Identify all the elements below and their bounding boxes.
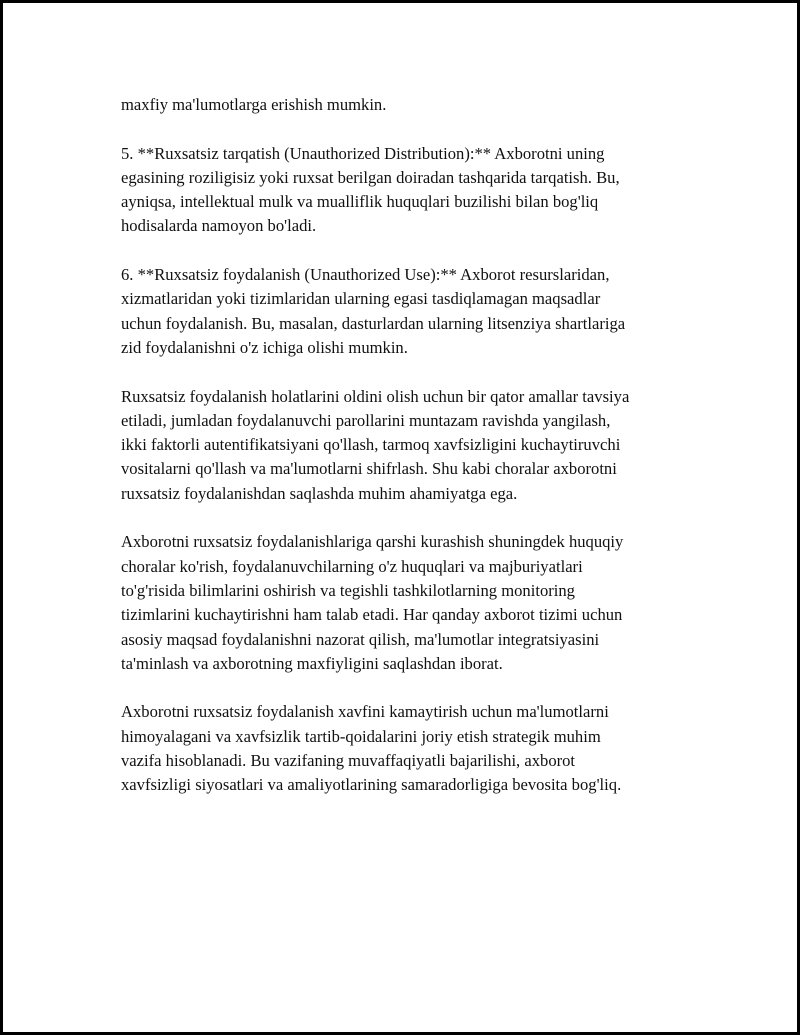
- paragraph-item-5: [121, 142, 701, 239]
- text-line: vositalarni qo'llash va ma'lumotlarni shifrlash. Shu kabi choralar axborotni: [121, 459, 617, 479]
- text-line: ayniqsa, intellektual mulk va mualliflik huquqlari buzilishi bilan bog'liq: [121, 192, 599, 212]
- text-line: ruxsatsiz foydalanishdan saqlashda muhim ahamiyatga ega.: [121, 483, 518, 503]
- text-line: etiladi, jumladan foydalanuvchi parollarini muntazam ravishda yangilash,: [121, 410, 611, 430]
- text-line: Axborotni ruxsatsiz foydalanishlariga qarshi kurashish shuningdek huquqiy: [121, 532, 624, 552]
- text-line: xavfsizligi siyosatlari va amaliyotlarining samaradorligiga bevosita bog'liq.: [121, 775, 622, 795]
- text-line: maxfiy ma'lumotlarga erishish mumkin.: [121, 95, 387, 114]
- paragraph-continuation: [121, 93, 701, 117]
- text-line: ta'minlash va axborotning maxfiyligini saqlashdan iborat.: [121, 653, 503, 673]
- paragraph-countermeasures: [121, 530, 701, 676]
- text-line: 6. **Ruxsatsiz foydalanish (Unauthorized Use):** Axborot resurslaridan,: [121, 265, 610, 285]
- text-line: asosiy maqsad foydalanishni nazorat qilish, ma'lumotlar integratsiyasini: [121, 629, 600, 649]
- paragraph-conclusion: [121, 700, 701, 797]
- paragraph-item-6: [121, 263, 701, 360]
- text-line: to'g'risida bilimlarini oshirish va tegishli tashkilotlarning monitoring: [121, 580, 575, 600]
- text-line: choralar ko'rish, foydalanuvchilarning o'z huquqlari va majburiyatlari: [121, 556, 583, 576]
- text-line: 5. **Ruxsatsiz tarqatish (Unauthorized Distribution):** Axborotni uning: [121, 143, 605, 163]
- text-line: uchun foydalanish. Bu, masalan, dasturlardan ularning litsenziya shartlariga: [121, 313, 626, 333]
- text-line: tizimlarini kuchaytirishni ham talab etadi. Har qanday axborot tizimi uchun: [121, 605, 623, 625]
- text-line: Axborotni ruxsatsiz foydalanish xavfini kamaytirish uchun ma'lumotlarni: [121, 702, 609, 722]
- document-body: [121, 93, 701, 822]
- text-line: Ruxsatsiz foydalanish holatlarini oldini olish uchun bir qator amallar tavsiya: [121, 386, 630, 406]
- text-line: ikki faktorli autentifikatsiyani qo'llash, tarmoq xavfsizligini kuchaytiruvchi: [121, 435, 621, 455]
- text-line: zid foydalanishni o'z ichiga olishi mumkin.: [121, 337, 408, 357]
- text-line: xizmatlaridan yoki tizimlaridan ularning egasi tasdiqlamagan maqsadlar: [121, 289, 601, 309]
- text-line: hodisalarda namoyon bo'ladi.: [121, 216, 317, 236]
- text-line: vazifa hisoblanadi. Bu vazifaning muvaffaqiyatli bajarilishi, axborot: [121, 751, 576, 771]
- paragraph-prevention: [121, 385, 701, 506]
- text-line: himoyalagani va xavfsizlik tartib-qoidalarini joriy etish strategik muhim: [121, 726, 601, 746]
- text-line: egasining roziligisiz yoki ruxsat berilgan doiradan tashqarida tarqatish. Bu,: [121, 167, 620, 187]
